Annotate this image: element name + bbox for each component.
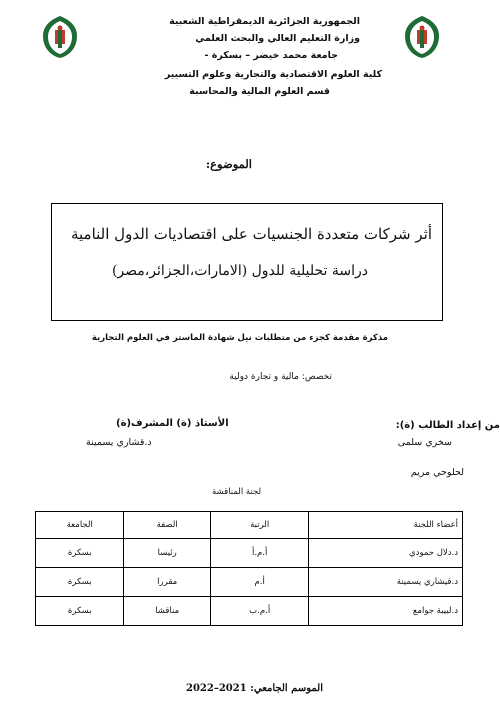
member-role: رئيسا (124, 539, 210, 568)
member-university: بسكرة (36, 539, 124, 568)
university-logo-left (40, 14, 80, 60)
student-heading: من إعداد الطالب (ة): (395, 420, 500, 431)
member-university: بسكرة (36, 597, 124, 626)
member-name: د.لبيبة جوامع (309, 597, 463, 626)
column-header: أعضاء اللجنة (309, 512, 463, 539)
topic-label: الموضوع: (205, 157, 252, 171)
column-header: الرتبة (210, 512, 309, 539)
header-university: جامعة محمد خيضر – بسكرة - (204, 50, 338, 61)
table-header-row (36, 512, 463, 539)
student-name: سخري سلمى (397, 437, 452, 448)
table-row (36, 597, 463, 626)
jury-table (35, 511, 463, 626)
member-role: مناقشا (124, 597, 210, 626)
memo-statement: مذكرة مقدمة كجزء من متطلبات نيل شهادة الماستر في العلوم التجارية (91, 333, 388, 343)
member-name: د.دلال حمودي (309, 539, 463, 568)
student-name: لحلوحي مريم (410, 467, 464, 478)
table-row (36, 568, 463, 597)
thesis-subtitle: دراسة تحليلية للدول (الامارات،الجزائر،مصر) (111, 263, 368, 279)
column-header: الصفة (124, 512, 210, 539)
header-ministry: وزارة التعليم العالي والبحث العلمي (195, 33, 360, 44)
member-university: بسكرة (36, 568, 124, 597)
table-row (36, 539, 463, 568)
university-logo-right (402, 14, 442, 60)
column-header: الجامعة (36, 512, 124, 539)
specialization: تخصص: مالية و تجارة دولية (229, 372, 332, 382)
member-rank: أ.م.ب (210, 597, 309, 626)
member-rank: أ.م (210, 568, 309, 597)
header-faculty: كلية العلوم الاقتصادية والتجارية وعلوم التسيير (164, 69, 382, 80)
member-name: د.قيشاري يسمينة (309, 568, 463, 597)
supervisor-name: د.قشاري يسمينة (86, 437, 152, 448)
thesis-title: أثر شركات متعددة الجنسيات على اقتصاديات الدول النامية (70, 225, 432, 243)
academic-year: الموسم الجامعي: 2021–2022 (186, 683, 323, 694)
jury-title: لجنة المناقشة (212, 487, 262, 497)
member-rank: أ.م.أ (210, 539, 309, 568)
header-department: قسم العلوم المالية والمحاسبة (189, 86, 330, 97)
supervisor-heading: الأستاذ (ة) المشرف(ة) (116, 418, 229, 429)
header-republic: الجمهورية الجزائرية الديمقراطية الشعبية (169, 16, 360, 27)
title-box (51, 203, 443, 321)
member-role: مقررا (124, 568, 210, 597)
